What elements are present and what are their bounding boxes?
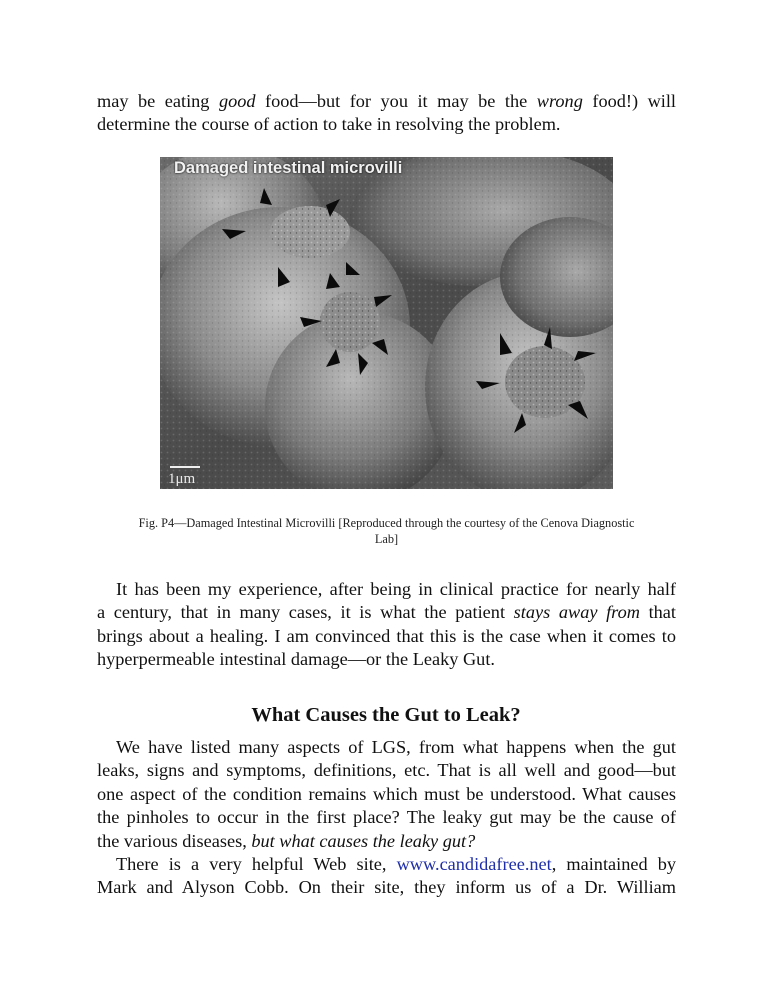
microvilli-figure (160, 157, 613, 489)
caption-line: Fig. P4—Damaged Intestinal Microvilli [Reproduced through the courtesy of the Cenova Diagnostic (138, 516, 635, 530)
scale-bar-label: 1μm (168, 471, 196, 487)
text-line: Mark and Alyson Cobb. On their site, they inform us of a Dr. William (97, 877, 676, 898)
paragraph-causes (97, 736, 676, 900)
text-line: determine the course of action to take in resolving the problem. (97, 114, 561, 135)
text-line: a century, that in many cases, it is what the patient stays away from that (97, 602, 677, 623)
website-link[interactable]: www.candidafree.net (396, 854, 552, 875)
text-line: There is a very helpful Web site, www.candidafree.net, maintained by (116, 854, 676, 875)
paragraph-top (97, 90, 676, 137)
figure-overlay-label: Damaged intestinal microvilli (174, 159, 403, 177)
micrograph-image (160, 157, 613, 489)
paragraph-experience (97, 578, 676, 672)
section-heading: What Causes the Gut to Leak? (251, 704, 521, 726)
text-line: the various diseases, but what causes the leaky gut? (97, 830, 476, 851)
text-line: We have listed many aspects of LGS, from what happens when the gut (116, 737, 676, 757)
text-line: hyperpermeable intestinal damage—or the Leaky Gut. (97, 649, 495, 670)
text-line: the pinholes to occur in the first place? The leaky gut may be the cause of (97, 807, 676, 828)
text-line: one aspect of the condition remains which must be understood. What causes (97, 783, 676, 804)
text-line: brings about a healing. I am convinced that this is the case when it comes to (97, 625, 676, 646)
figure-caption (97, 515, 676, 547)
text-line: It has been my experience, after being in clinical practice for nearly half (116, 579, 676, 599)
text-line: may be eating good food—but for you it may be the wrong food!) will (97, 91, 677, 111)
caption-line: Lab] (374, 532, 399, 546)
text-line: leaks, signs and symptoms, definitions, etc. That is all well and good—but (97, 760, 676, 781)
